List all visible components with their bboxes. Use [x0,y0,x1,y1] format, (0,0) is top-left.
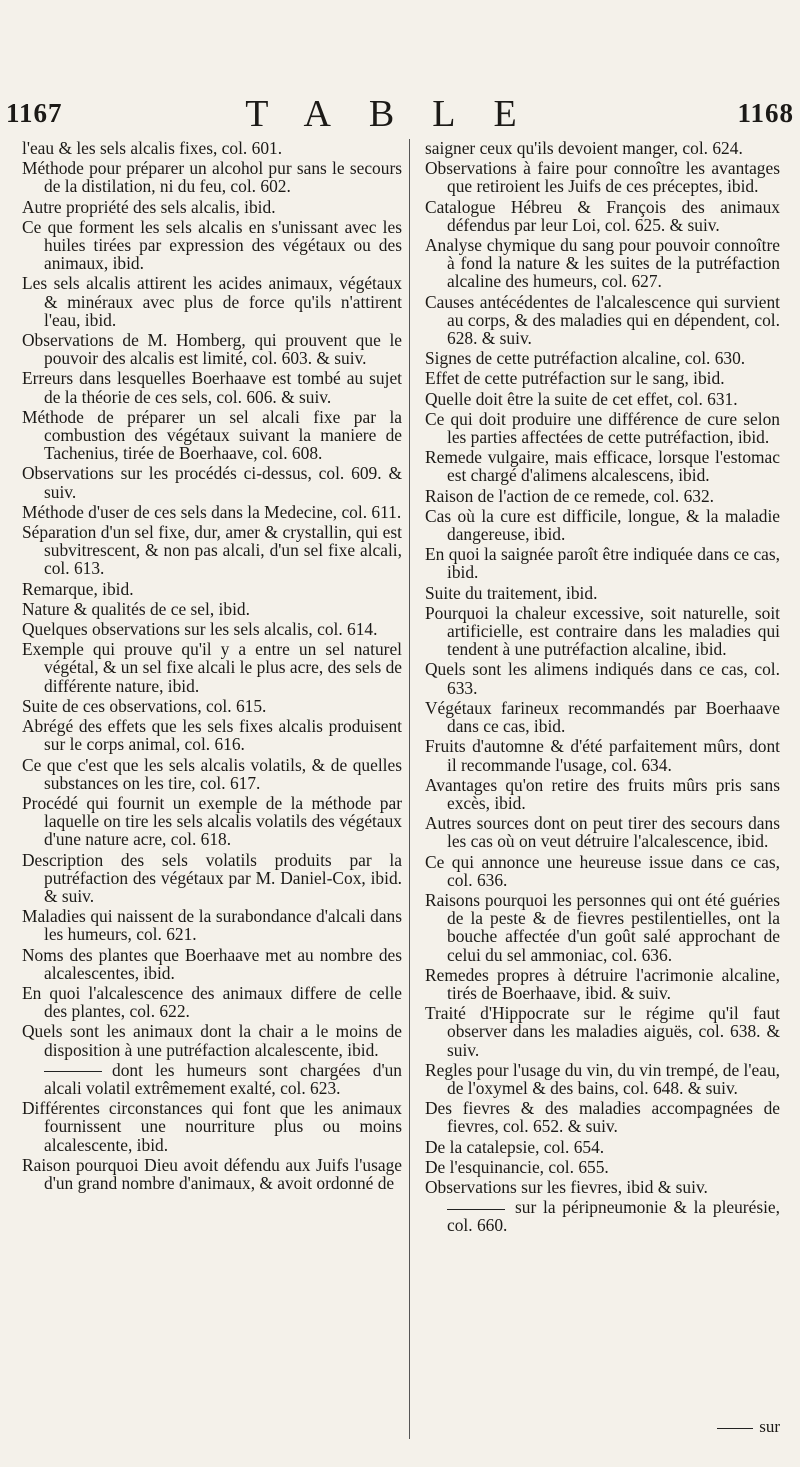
index-entry: Noms des plantes que Boerhaave met au nombre des alcalescentes, ibid. [22,944,402,983]
index-entry: saigner ceux qu'ils devoient manger, col. 624. [425,138,743,158]
index-entry: Suite de ces observations, col. 615. [22,695,267,716]
index-entry: Ce que c'est que les sels alcalis volatils, & de quelles substances on les tire, col. 617. [22,754,402,793]
index-entry: Séparation d'un sel fixe, dur, amer & crystallin, qui est subvitrescent, & non pas alcali, d'un sel fixe alcali, col. 613. [22,522,402,579]
index-entry: De l'esquinancie, col. 655. [425,1156,609,1177]
index-entry: Ce que forment les sels alcalis en s'unissant avec les huiles tirées par expression des végétaux ou des animaux, ibid. [22,216,402,274]
index-entry: Effet de cette putréfaction sur le sang, ibid. [425,368,725,389]
index-entry: En quoi l'alcalescence des animaux differe de celle des plantes, col. 622. [22,982,402,1022]
index-entry: Végétaux farineux recommandés par Boerhaave dans ce cas, ibid. [425,697,780,737]
index-entry: Catalogue Hébreu & François des animaux défendus par leur Loi, col. 625. & suiv. [425,196,780,235]
index-entry: Observations de M. Homberg, qui prouvent que le pouvoir des alcalis est limité, col. 603. & suiv. [22,330,402,369]
index-entry: Quels sont les alimens indiqués dans ce cas, col. 633. [425,659,780,698]
index-entry: Les sels alcalis attirent les acides animaux, végétaux & minéraux avec plus de force qu'ils n'attirent l'eau, ibid. [22,273,402,330]
index-entry: Des fievres & des maladies accompagnées de fievres, col. 652. & suiv. [425,1098,780,1137]
index-entry: Autre propriété des sels alcalis, ibid. [22,196,276,217]
subentry-text: dont les humeurs sont chargées d'un alcali volatil extrêmement exalté, col. 623. [44,1059,402,1098]
index-entry: Abrégé des effets que les sels fixes alcalis produisent sur le corps animal, col. 616. [22,716,402,755]
index-entry: Méthode pour préparer un alcohol pur sans le secours de la distilation, ni du feu, col. 602. [22,158,402,197]
index-entry: Raison pourquoi Dieu avoit défendu aux Juifs l'usage d'un grand nombre d'animaux, & avoit ordonné de [22,1154,402,1193]
left-page-number: 1167 [6,98,63,128]
index-entry: Signes de cette putréfaction alcaline, col. 630. [425,348,746,369]
index-entry: Procédé qui fournit un exemple de la méthode par laquelle on tire les sels alcalis volatils des végétaux d'une nature acre, col. 618. [22,792,402,850]
page-header [0,92,800,136]
index-entry: Pourquoi la chaleur excessive, soit naturelle, soit artificielle, est contraire dans les maladies qui tendent à une putréfaction alcaline, ibid. [425,602,780,660]
index-entry: Autres sources dont on peut tirer des secours dans les cas où on veut détruire l'alcalescence, ibid. [425,813,780,852]
index-entry: Observations à faire pour connoître les avantages que retiroient les Juifs de ces préceptes, ibid. [425,158,780,197]
catchword [717,1417,780,1437]
index-entry: Remedes propres à détruire l'acrimonie alcaline, tirés de Boerhaave, ibid. & suiv. [425,964,780,1003]
dash-rule [447,1209,505,1210]
index-entry: En quoi la saignée paroît être indiquée dans ce cas, ibid. [425,544,780,583]
index-entry: Nature & qualités de ce sel, ibid. [22,598,250,619]
index-entry: Observations sur les procédés ci-dessus, col. 609. & suiv. [22,463,402,502]
index-entry: l'eau & les sels alcalis fixes, col. 601. [22,138,283,158]
index-entry: Méthode d'user de ces sels dans la Medecine, col. 611. [22,501,402,522]
index-entry: Traité d'Hippocrate sur le régime qu'il faut observer dans les maladies aiguës, col. 638. & suiv. [425,1003,780,1060]
index-entry: Regles pour l'usage du vin, du vin trempé, de l'eau, de l'oxymel & des bains, col. 648. & suiv. [425,1059,780,1098]
index-entry: Analyse chymique du sang pour pouvoir connoître à fond la nature & les suites de la putréfaction alcaline des humeurs, col. 627. [425,235,780,292]
index-entry: Quelle doit être la suite de cet effet, col. 631. [425,388,738,409]
subentry-text: sur la péripneumonie & la pleurésie, col. 660. [447,1197,780,1236]
catchword-text: sur [759,1417,780,1436]
index-entry: Fruits d'automne & d'été parfaitement mûrs, dont il recommande l'usage, col. 634. [425,736,780,775]
index-entry: Causes antécédentes de l'alcalescence qui survient au corps, & des maladies qui en dépendent, col. 628. & suiv. [425,291,780,349]
index-entry: Maladies qui naissent de la surabondance d'alcali dans les humeurs, col. 621. [22,906,402,945]
page-title: TABLE [245,93,555,135]
index-entry: Erreurs dans lesquelles Boerhaave est tombé au sujet de la théorie de ces sels, col. 606. & suiv. [22,368,402,407]
index-entry: Cas où la cure est difficile, longue, & la maladie dangereuse, ibid. [425,505,780,545]
dash-rule [44,1071,102,1072]
index-entry: Ce qui doit produire une différence de cure selon les parties affectées de cette putréfaction, ibid. [425,408,780,448]
index-entry: Quelques observations sur les sels alcalis, col. 614. [22,619,378,640]
index-entry: Différentes circonstances qui font que les animaux fournissent une nourriture plus ou moins alcalescente, ibid. [22,1098,402,1155]
index-entry: Quels sont les animaux dont la chair a le moins de disposition à une putréfaction alcalescente, ibid. [22,1021,402,1060]
index-entry: Méthode de préparer un sel alcali fixe par la combustion des végétaux suivant la maniere de Tachenius, tirée de Boerhaave, col. 608. [22,406,402,464]
index-entry: Exemple qui prouve qu'il y a entre un sel naturel végétal, & un sel fixe alcali le plus acre, des sels de différente nature, ibid. [22,639,402,696]
index-entry: Remede vulgaire, mais efficace, lorsque l'estomac est chargé d'alimens alcalescens, ibid. [425,447,780,486]
index-entry: De la catalepsie, col. 654. [425,1136,605,1157]
column-divider [409,139,410,1439]
index-entry: Suite du traitement, ibid. [425,582,598,603]
index-entry: Avantages qu'on retire des fruits mûrs pris sans excès, ibid. [425,774,780,813]
index-entry: Ce qui annonce une heureuse issue dans ce cas, col. 636. [425,851,780,890]
right-column [425,139,780,1237]
index-entry: Observations sur les fievres, ibid & suiv. [425,1176,708,1197]
index-entry: Raisons pourquoi les personnes qui ont été guéries de la peste & de fievres pestilentielles, ont la bouche affectée d'un goût salé approchant de celui du sel ammoniac, col. 636. [425,889,780,965]
index-entry: Description des sels volatils produits par la putréfaction des végétaux par M. Daniel-Cox, ibid. & suiv. [22,849,402,906]
index-subentry [22,1061,402,1097]
left-column [22,139,402,1194]
index-entry: Raison de l'action de ce remede, col. 632. [425,485,715,506]
index-subentry [425,1198,780,1234]
dash-rule [717,1428,753,1429]
right-page-number: 1168 [737,98,794,128]
index-entry: Remarque, ibid. [22,578,134,599]
